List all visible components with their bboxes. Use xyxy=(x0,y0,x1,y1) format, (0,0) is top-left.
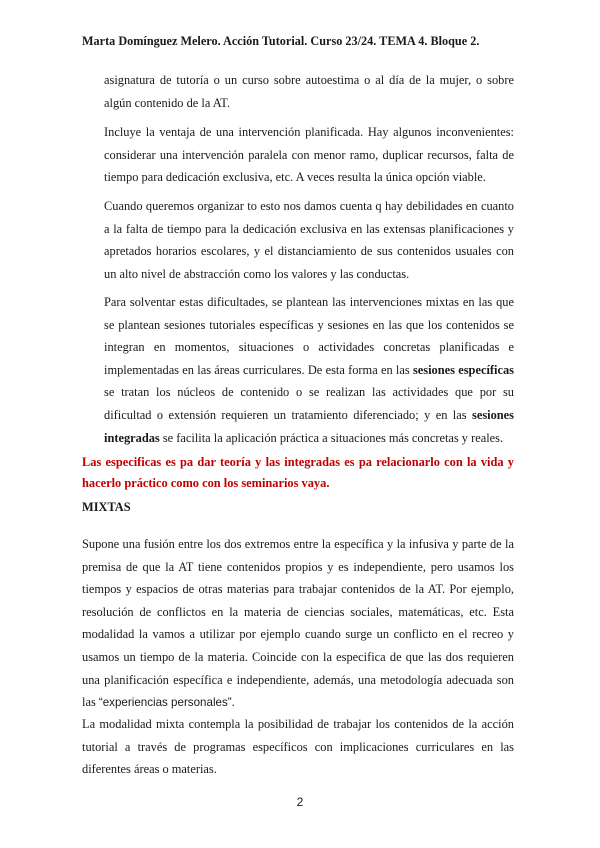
paragraph-text: Incluye la ventaja de una intervención planificada. Hay algunos inconvenientes: considerar una intervención paralela con menor ramo, duplicar recursos, falta de tiempo para dedicación exclusiva, etc. A veces resulta la única opción viable. xyxy=(104,125,514,185)
paragraph-text: . xyxy=(231,695,235,710)
paragraph-mixed-interventions xyxy=(104,291,514,449)
paragraph-mixed-programs xyxy=(82,713,514,781)
paragraph-text: Supone una fusión entre los dos extremos entre la específica y la infusiva y parte de la premisa de que la AT tiene contenidos propios y es independiente, pero usamos los tiempos y espacios de otras materias para trabajar contenidos de la AT. Por ejemplo, resolución de conflictos en la materia de ciencias sociales, matemáticas, etc. Esta modalidad la vamos a utilizar por ejemplo cuando surge un conflicto en el recreo y usamos un tiempo de la materia. Coincide con la especifica de que las dos requieren una planificación específica e independiente, además, una metodología adecuada son las xyxy=(82,537,514,710)
paragraph-text: asignatura de tutoría o un curso sobre autoestima o al día de la mujer, o sobre algún contenido de la AT. xyxy=(104,73,514,110)
paragraph-weaknesses xyxy=(104,195,514,285)
page-number: 2 xyxy=(296,795,304,809)
page-header: Marta Domínguez Melero. Acción Tutorial. Curso 23/24. TEMA 4. Bloque 2. xyxy=(82,34,480,48)
paragraph-text: La modalidad mixta contempla la posibilidad de trabajar los contenidos de la acción tutorial a través de programas específicos con implicaciones curriculares en las diferentes áreas o materias. xyxy=(82,717,514,777)
bold-term-integrated-sessions: sesiones integradas xyxy=(104,407,514,445)
paragraph-text: se facilita la aplicación práctica a situaciones más concretas y reales. xyxy=(159,430,504,445)
quoted-term-personal-experiences: “experiencias personales” xyxy=(98,696,232,710)
paragraph-text: Para solventar estas dificultades, se plantean las intervenciones mixtas en las que se plantean sesiones tutoriales específicas y sesiones en las que los contenidos se integran en momentos, situaciones o actividades concretas planificadas e implementadas en las áreas curriculares. De esta forma en las xyxy=(104,295,514,377)
paragraph-planned-intervention xyxy=(104,121,514,189)
bold-term-specific-sessions: sesiones específicas xyxy=(412,362,514,377)
paragraph-mixed-definition xyxy=(82,533,514,715)
red-annotation-note: Las especificas es pa dar teoría y las integradas es pa relacionarlo con la vida y hacerlo práctico como con los seminarios vaya. xyxy=(82,455,514,490)
paragraph-text: Cuando queremos organizar to esto nos damos cuenta q hay debilidades en cuanto a la falta de tiempo para la dedicación exclusiva en las extensas planificaciones y apretados horarios escolares, y el distanciamiento de sus contenidos usuales con un alto nivel de abstracción como los valores y las conductas. xyxy=(104,199,514,281)
section-heading-mixtas: MIXTAS xyxy=(82,500,131,514)
paragraph-continuation xyxy=(104,69,514,114)
paragraph-text: se tratan los núcleos de contenido o se realizan las actividades que por su dificultad o extensión requieren un tratamiento diferenciado; y en las xyxy=(104,385,514,422)
